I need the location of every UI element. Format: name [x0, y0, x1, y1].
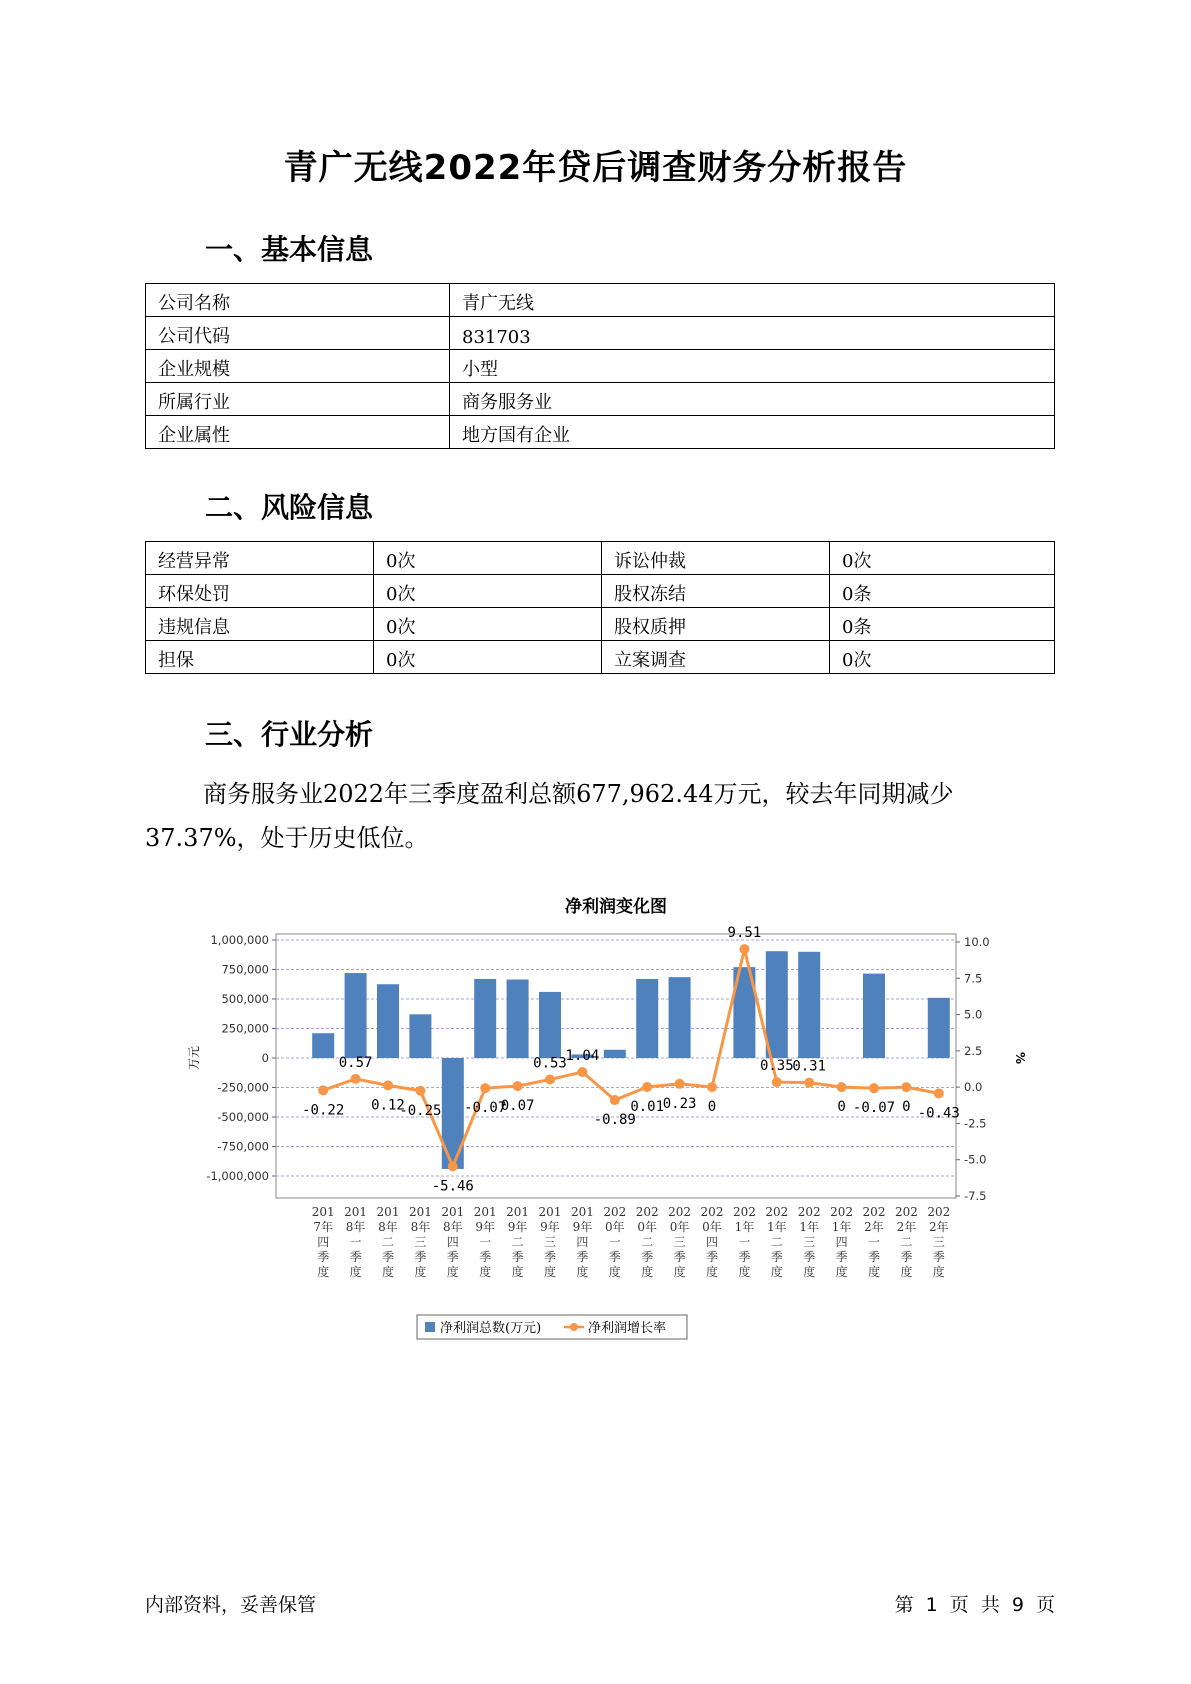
y2-tick-label: 2.5 [964, 1043, 983, 1058]
basic-info-value: 地方国有企业 [450, 416, 1055, 449]
y-tick-label: -250,000 [217, 1080, 269, 1095]
x-tick-label: 202 0年一季度 [603, 1205, 627, 1279]
risk-info-label: 诉讼仲裁 [602, 542, 830, 575]
bar [377, 984, 399, 1058]
legend-bar-label: 净利润总数(万元) [440, 1321, 542, 1336]
risk-info-label: 股权冻结 [602, 575, 830, 608]
growth-data-label: 0 [707, 1099, 717, 1116]
x-tick-label: 201 8年二季度 [376, 1205, 400, 1279]
plot-area [276, 934, 956, 1198]
y2-tick-label: -5.0 [964, 1152, 987, 1167]
growth-data-label: 0.53 [533, 1055, 567, 1072]
risk-info-row [146, 542, 1055, 575]
y2-tick-label: 5.0 [964, 1007, 983, 1022]
risk-info-row [146, 575, 1055, 608]
y-tick-label: 750,000 [221, 962, 269, 977]
y-tick-label: -1,000,000 [206, 1169, 269, 1183]
growth-data-label: -0.07 [852, 1100, 896, 1117]
x-tick-label: 202 2年二季度 [894, 1205, 918, 1279]
basic-info-row [146, 317, 1055, 350]
basic-info-label: 公司名称 [146, 284, 450, 317]
x-tick-label: 202 1年一季度 [732, 1205, 756, 1279]
basic-info-label: 公司代码 [146, 317, 450, 350]
risk-info-value: 0条 [830, 608, 1055, 641]
bar [636, 979, 658, 1058]
x-tick-label: 201 8年三季度 [408, 1205, 432, 1279]
y-axis-label: 万元 [187, 1045, 201, 1071]
bar [409, 1014, 431, 1058]
x-tick-label: 202 1年二季度 [765, 1205, 789, 1279]
risk-info-row [146, 608, 1055, 641]
x-tick-label: 201 7年四季度 [311, 1205, 335, 1279]
growth-data-label: 0.35 [759, 1058, 794, 1075]
y2-tick-label: 0.0 [964, 1080, 983, 1095]
y-tick-label: 250,000 [221, 1021, 269, 1036]
growth-data-label: 0 [902, 1099, 911, 1116]
x-tick-label: 202 0年四季度 [700, 1205, 724, 1279]
growth-point [772, 1077, 782, 1087]
risk-info-label: 经营异常 [146, 542, 374, 575]
bar [442, 1058, 464, 1169]
bar [474, 979, 496, 1058]
growth-point [513, 1081, 523, 1091]
x-tick-label: 202 0年二季度 [635, 1205, 659, 1279]
growth-point [675, 1079, 685, 1089]
bar [539, 992, 561, 1058]
growth-point [383, 1080, 393, 1090]
growth-point [448, 1161, 458, 1171]
basic-info-value: 小型 [450, 350, 1055, 383]
bar [312, 1033, 334, 1058]
growth-point [934, 1088, 944, 1098]
growth-data-label: 0.01 [630, 1098, 665, 1115]
x-tick-label: 202 1年三季度 [797, 1205, 821, 1279]
x-tick-label: 202 0年三季度 [668, 1205, 692, 1279]
y2-tick-label: 10.0 [964, 935, 990, 949]
bar [669, 977, 691, 1058]
growth-data-label: -0.07 [464, 1100, 507, 1117]
x-tick-label: 201 9年二季度 [506, 1205, 530, 1279]
growth-data-label: -0.89 [593, 1112, 636, 1129]
footer-note: 内部资料，妥善保管 [145, 1594, 317, 1616]
y-tick-label: 1,000,000 [210, 933, 269, 947]
industry-paragraph: 商务服务业2022年三季度盈利总额677,962.44万元，较去年同期减少37.37%，处于历史低位。 [145, 780, 954, 852]
basic-info-row [146, 350, 1055, 383]
growth-data-label: 0.23 [662, 1095, 697, 1112]
risk-info-row [146, 641, 1055, 674]
growth-data-label: -5.46 [431, 1178, 474, 1195]
y-tick-label: -500,000 [217, 1110, 269, 1124]
growth-point [318, 1085, 328, 1095]
risk-info-value: 0次 [374, 641, 602, 674]
risk-info-value: 0次 [374, 608, 602, 641]
risk-info-table [145, 541, 1055, 674]
y2-tick-label: -7.5 [964, 1189, 987, 1203]
section-heading-risk: 二、风险信息 [205, 491, 374, 524]
growth-point [739, 944, 749, 954]
growth-data-label: 0.12 [371, 1097, 405, 1114]
growth-point [577, 1067, 587, 1077]
bar [766, 951, 788, 1058]
growth-data-label: 0.07 [500, 1098, 535, 1115]
basic-info-value: 青广无线 [450, 284, 1055, 317]
risk-info-value: 0次 [374, 575, 602, 608]
net-profit-chart [180, 890, 1027, 1350]
growth-point [901, 1082, 911, 1092]
section-heading-basic: 一、基本信息 [205, 233, 374, 266]
x-tick-label: 202 2年三季度 [927, 1205, 951, 1279]
growth-data-label: 0 [837, 1099, 846, 1116]
basic-info-row [146, 416, 1055, 449]
growth-point [545, 1074, 555, 1084]
risk-info-value: 0条 [830, 575, 1055, 608]
growth-point [837, 1082, 847, 1092]
x-tick-label: 201 8年一季度 [344, 1205, 368, 1279]
x-tick-label: 201 8年四季度 [441, 1205, 465, 1279]
section-heading-industry: 三、行业分析 [205, 718, 374, 751]
y-tick-label: 0 [261, 1051, 269, 1065]
x-tick-label: 201 9年三季度 [538, 1205, 562, 1279]
bar [928, 998, 950, 1058]
bar [798, 952, 820, 1058]
growth-data-label: -0.25 [399, 1102, 442, 1119]
growth-point [642, 1082, 652, 1092]
growth-point [415, 1086, 425, 1096]
y-tick-label: 500,000 [221, 992, 269, 1006]
growth-point [480, 1083, 490, 1093]
bar [863, 974, 885, 1058]
risk-info-label: 担保 [146, 641, 374, 674]
risk-info-label: 环保处罚 [146, 575, 374, 608]
growth-data-label: -0.43 [917, 1105, 960, 1122]
bar [507, 980, 529, 1058]
legend-bar-swatch [425, 1322, 435, 1332]
x-tick-label: 201 9年一季度 [473, 1205, 497, 1279]
basic-info-value: 商务服务业 [450, 383, 1055, 416]
y2-axis-label: % [1013, 1051, 1027, 1065]
risk-info-value: 0次 [830, 641, 1055, 674]
y-tick-label: -750,000 [217, 1139, 269, 1154]
legend-line-marker [570, 1323, 578, 1331]
page-number: 第 1 页 共 9 页 [894, 1594, 1055, 1616]
basic-info-table [145, 283, 1055, 449]
basic-info-label: 企业属性 [146, 416, 450, 449]
growth-data-label: 1.04 [565, 1048, 600, 1065]
basic-info-row [146, 383, 1055, 416]
growth-data-label: 0.57 [338, 1054, 373, 1071]
legend-line-label: 净利润增长率 [588, 1321, 667, 1336]
growth-data-label: 0.31 [792, 1058, 827, 1075]
x-tick-label: 201 9年四季度 [570, 1205, 594, 1279]
y2-tick-label: -2.5 [964, 1116, 987, 1131]
y2-tick-label: 7.5 [964, 971, 983, 986]
x-tick-label: 202 2年一季度 [862, 1205, 886, 1279]
growth-point [351, 1074, 361, 1084]
risk-info-label: 立案调查 [602, 641, 830, 674]
growth-data-label: 9.51 [727, 925, 762, 942]
page-title: 青广无线2022年贷后调查财务分析报告 [283, 148, 908, 188]
risk-info-label: 违规信息 [146, 608, 374, 641]
growth-data-label: -0.22 [302, 1102, 345, 1119]
growth-point [804, 1078, 814, 1088]
basic-info-label: 企业规模 [146, 350, 450, 383]
growth-point [869, 1083, 879, 1093]
risk-info-label: 股权质押 [602, 608, 830, 641]
x-tick-label: 202 1年四季度 [830, 1205, 854, 1279]
basic-info-value: 831703 [450, 317, 1055, 350]
basic-info-row [146, 284, 1055, 317]
risk-info-value: 0次 [830, 542, 1055, 575]
growth-point [610, 1095, 620, 1105]
bar [604, 1050, 626, 1058]
growth-point [707, 1082, 717, 1092]
basic-info-label: 所属行业 [146, 383, 450, 416]
chart-title: 净利润变化图 [565, 897, 667, 917]
bar [345, 973, 367, 1058]
risk-info-value: 0次 [374, 542, 602, 575]
